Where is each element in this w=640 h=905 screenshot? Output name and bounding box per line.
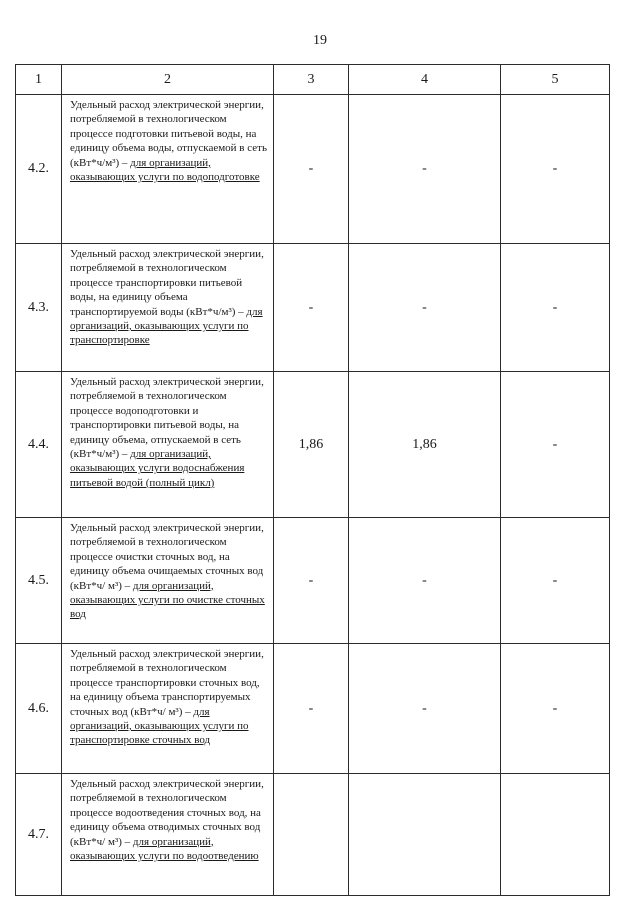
row-number: 4.7. — [16, 774, 62, 896]
column-header-3: 3 — [274, 65, 349, 95]
row-number: 4.5. — [16, 518, 62, 644]
description-text: Удельный расход электрической энергии, потребляемой в технологическом процессе транспортировки питьевой воды, на единицу объема транспортируемой воды (кВт*ч/м³) – — [70, 248, 264, 318]
table-row — [16, 372, 610, 518]
value-col3: - — [274, 518, 349, 644]
value-col3: - — [274, 244, 349, 372]
value-col4: - — [349, 95, 501, 244]
row-number: 4.4. — [16, 372, 62, 518]
description-text: Удельный расход электрической энергии, потребляемой в технологическом процессе подготовки питьевой воды, на единицу объема воды, отпускаемой в сеть (кВт*ч/м³) – — [70, 99, 267, 169]
description-scope: для организаций, оказывающих услуги по транспортировке сточных вод — [70, 705, 249, 747]
description-scope: для организаций, оказывающих услуги по водоподготовке — [70, 156, 260, 184]
description-text: Удельный расход электрической энергии, потребляемой в технологическом процессе водоотведения сточных вод, на единицу объема отводимых сточных вод (кВт*ч/ м³) – — [70, 778, 264, 848]
column-header-2: 2 — [62, 65, 274, 95]
value-col5: - — [501, 372, 610, 518]
row-number: 4.2. — [16, 95, 62, 244]
description-text: Удельный расход электрической энергии, потребляемой в технологическом процессе транспортировки сточных вод, на единицу объема транспортируемых сточных вод (кВт*ч/ м³) – — [70, 648, 264, 718]
row-description — [62, 372, 274, 518]
table-row — [16, 644, 610, 774]
table-row — [16, 518, 610, 644]
value-col5: - — [501, 244, 610, 372]
row-description — [62, 644, 274, 774]
value-col3: - — [274, 644, 349, 774]
value-col4: - — [349, 644, 501, 774]
description-scope: для организаций, оказывающих услуги по транспортировке — [70, 305, 263, 347]
value-col5: - — [501, 95, 610, 244]
table-row — [16, 95, 610, 244]
value-col5: - — [501, 644, 610, 774]
description-scope: для организаций, оказывающих услуги по очистке сточных вод — [70, 579, 265, 621]
value-col5: - — [501, 518, 610, 644]
page-number: 19 — [313, 33, 327, 48]
column-header-5: 5 — [501, 65, 610, 95]
value-col3: - — [274, 95, 349, 244]
row-description — [62, 95, 274, 244]
value-col4: - — [349, 244, 501, 372]
description-text: Удельный расход электрической энергии, потребляемой в технологическом процессе водоподготовки и транспортировки питьевой воды, на единицу объема, отпускаемой в сеть (кВт*ч/м³) – — [70, 376, 264, 461]
row-description — [62, 518, 274, 644]
value-col4 — [349, 774, 501, 896]
row-number: 4.6. — [16, 644, 62, 774]
table-row — [16, 244, 610, 372]
value-col5 — [501, 774, 610, 896]
description-scope: для организаций, оказывающих услуги по водоотведению — [70, 835, 259, 863]
value-col4: - — [349, 518, 501, 644]
value-col4: 1,86 — [349, 372, 501, 518]
table-row — [16, 774, 610, 896]
description-scope: для организаций, оказывающих услуги водоснабжения питьевой водой (полный цикл) — [70, 448, 245, 489]
row-description — [62, 774, 274, 896]
indicators-table — [15, 64, 610, 896]
description-text: Удельный расход электрической энергии, потребляемой в технологическом процессе очистки сточных вод, на единицу объема очищаемых сточных вод (кВт*ч/ м³) – — [70, 522, 264, 592]
row-description — [62, 244, 274, 372]
column-header-1: 1 — [16, 65, 62, 95]
column-header-4: 4 — [349, 65, 501, 95]
value-col3: 1,86 — [274, 372, 349, 518]
row-number: 4.3. — [16, 244, 62, 372]
value-col3 — [274, 774, 349, 896]
header-row — [16, 65, 610, 95]
